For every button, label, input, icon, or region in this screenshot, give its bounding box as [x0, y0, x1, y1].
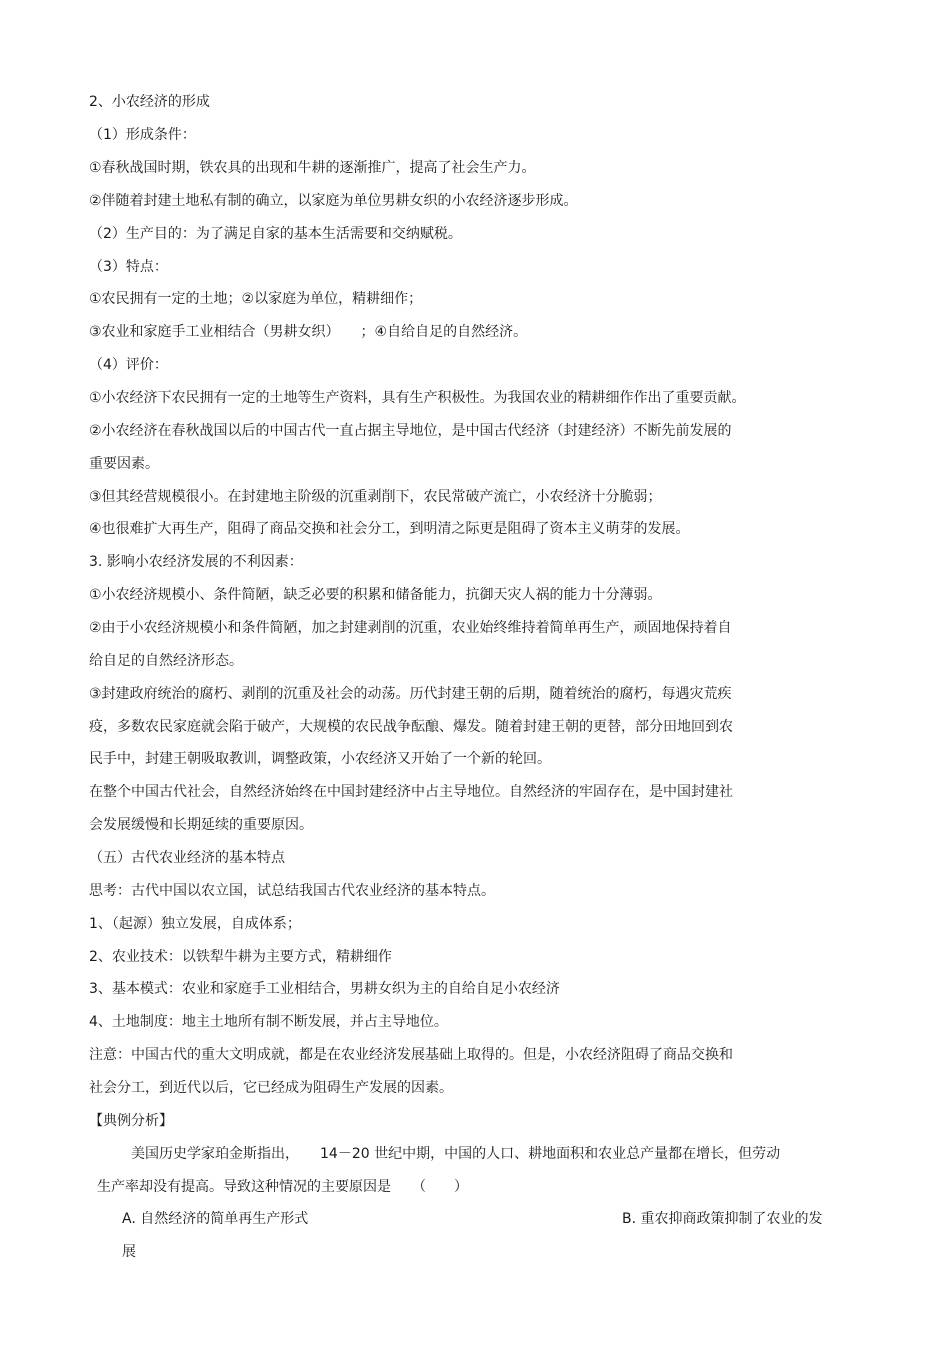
- paragraph-line: ③但其经营规模很小。在封建地主阶级的沉重剥削下，农民常破产流亡，小农经济十分脆弱；: [89, 489, 662, 505]
- list-item: 3、基本模式：农业和家庭手工业相结合，男耕女织为主的自给自足小农经济: [89, 981, 560, 997]
- heading-basic-features: （五）古代农业经济的基本特点: [89, 850, 285, 866]
- paragraph-line: 思考：古代中国以农立国，试总结我国古代农业经济的基本特点。: [89, 883, 495, 899]
- paragraph-line: ②由于小农经济规模小和条件简陋，加之封建剥削的沉重，农业始终维持着简单再生产，顽固地保持着自: [89, 620, 732, 636]
- paragraph-line: ①春秋战国时期，铁农具的出现和牛耕的逐渐推广，提高了社会生产力。: [89, 160, 536, 176]
- subheading-formation-conditions: （1）形成条件：: [89, 127, 196, 143]
- paragraph-line: 重要因素。: [89, 456, 159, 472]
- paragraph-line: 疫，多数农民家庭就会陷于破产，大规模的农民战争酝酿、爆发。随着封建王朝的更替，部分田地回到农: [89, 719, 733, 735]
- paragraph-line: ①农民拥有一定的土地；②以家庭为单位，精耕细作；: [89, 291, 423, 307]
- option-a: A. 自然经济的简单再生产形式: [122, 1211, 309, 1227]
- heading-example-analysis: 【典例分析】: [89, 1113, 173, 1129]
- option-b: B. 重农抑商政策抑制了农业的发: [622, 1211, 823, 1227]
- paragraph-line: 给自足的自然经济形态。: [89, 653, 243, 669]
- paragraph-line: ①小农经济规模小、条件简陋，缺乏必要的积累和储备能力，抗御天灾人祸的能力十分薄弱。: [89, 587, 662, 603]
- question-line: 生产率却没有提高。导致这种情况的主要原因是 （ ）: [97, 1179, 468, 1195]
- subheading-production-purpose: （2）生产目的：为了满足自家的基本生活需要和交纳赋税。: [89, 226, 462, 242]
- subheading-evaluation: （4）评价：: [89, 357, 168, 373]
- paragraph-line: 在整个中国古代社会，自然经济始终在中国封建经济中占主导地位。自然经济的牢固存在，是中国封建社: [89, 784, 733, 800]
- paragraph-line: ①小农经济下农民拥有一定的土地等生产资料，具有生产积极性。为我国农业的精耕细作作出了重要贡献。: [89, 390, 746, 406]
- note-line: 注意：中国古代的重大文明成就，都是在农业经济发展基础上取得的。但是，小农经济阻碍了商品交换和: [89, 1047, 733, 1063]
- paragraph-line: ④也很难扩大再生产，阻碍了商品交换和社会分工，到明清之际更是阻碍了资本主义萌芽的发展。: [89, 521, 690, 537]
- note-line: 社会分工，到近代以后，它已经成为阻碍生产发展的因素。: [89, 1080, 453, 1096]
- list-item: 1、（起源）独立发展，自成体系；: [89, 916, 301, 932]
- subheading-characteristics: （3）特点：: [89, 259, 168, 275]
- list-item: 2、农业技术：以铁犁牛耕为主要方式，精耕细作: [89, 949, 392, 965]
- list-item: 4、土地制度：地主土地所有制不断发展，并占主导地位。: [89, 1014, 448, 1030]
- paragraph-line: ②小农经济在春秋战国以后的中国古代一直占据主导地位，是中国古代经济（封建经济）不断先前发展的: [89, 423, 732, 439]
- question-line: 美国历史学家珀金斯指出， 14－20 世纪中期，中国的人口、耕地面积和农业总产量都在增长，但劳动: [131, 1146, 781, 1162]
- option-b-continuation: 展: [122, 1244, 136, 1260]
- paragraph-line: ③封建政府统治的腐朽、剥削的沉重及社会的动荡。历代封建王朝的后期，随着统治的腐朽，每遇灾荒疾: [89, 686, 732, 702]
- paragraph-line: ③农业和家庭手工业相结合（男耕女织） ；④自给自足的自然经济。: [89, 324, 528, 340]
- paragraph-line: 会发展缓慢和长期延续的重要原因。: [89, 817, 313, 833]
- heading-unfavorable-factors: 3. 影响小农经济发展的不利因素：: [89, 554, 303, 570]
- paragraph-line: ②伴随着封建土地私有制的确立，以家庭为单位男耕女织的小农经济逐步形成。: [89, 193, 578, 209]
- heading-small-peasant-economy-formation: 2、小农经济的形成: [89, 94, 210, 110]
- paragraph-line: 民手中，封建王朝吸取教训，调整政策，小农经济又开始了一个新的轮回。: [89, 751, 551, 767]
